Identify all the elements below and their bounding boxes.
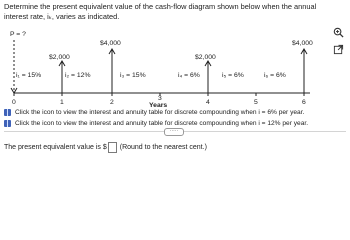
link-12-text: Click the icon to view the interest and annuity table for discrete compounding when i = 12% per year. (15, 120, 309, 127)
answer-row (4, 142, 207, 153)
book-icon[interactable] (4, 109, 11, 116)
rate-label-4: i₄ = 6% (178, 72, 200, 79)
rate-label-3: i₃ = 15% (120, 72, 146, 79)
period-label: 0 (12, 99, 16, 106)
cash-flow-amount-4: $2,000 (195, 54, 216, 61)
zoom-in-icon[interactable] (331, 25, 345, 39)
interest-table-link-6[interactable] (4, 108, 304, 117)
answer-input[interactable] (108, 142, 117, 153)
link-6-text: Click the icon to view the interest and annuity table for discrete compounding when i = 6% per year. (15, 109, 305, 116)
cash-flow-amount-6: $4,000 (292, 40, 313, 47)
question-text: Determine the present equivalent value of the cash-flow diagram shown below when the annual interest rate, iₖ, varies as indicated. (4, 2, 317, 21)
period-label: 1 (60, 99, 64, 106)
rate-label-5: i₅ = 6% (222, 72, 244, 79)
rate-label-6: i₆ = 6% (264, 72, 286, 79)
period-label: 6 (302, 99, 306, 106)
cash-flow-amount-1: $2,000 (49, 54, 70, 61)
cash-flow-amount-2: $4,000 (100, 40, 121, 47)
period-label: 5 (254, 99, 258, 106)
period-label: 3 (158, 95, 162, 102)
interest-table-link-12[interactable] (4, 119, 308, 128)
rate-label-2: i₂ = 12% (65, 72, 91, 79)
answer-prefix: The present equivalent value is $ (4, 144, 107, 151)
period-label: 4 (206, 99, 210, 106)
p-label: P = ? (10, 31, 26, 38)
answer-hint: (Round to the nearest cent.) (119, 144, 207, 151)
expand-button[interactable]: ····· (164, 128, 184, 136)
x-axis-label: Years (149, 102, 168, 109)
external-link-icon[interactable] (331, 42, 345, 56)
period-label: 2 (110, 99, 114, 106)
rate-label-1: i₁ = 15% (16, 72, 42, 79)
book-icon[interactable] (4, 120, 11, 127)
